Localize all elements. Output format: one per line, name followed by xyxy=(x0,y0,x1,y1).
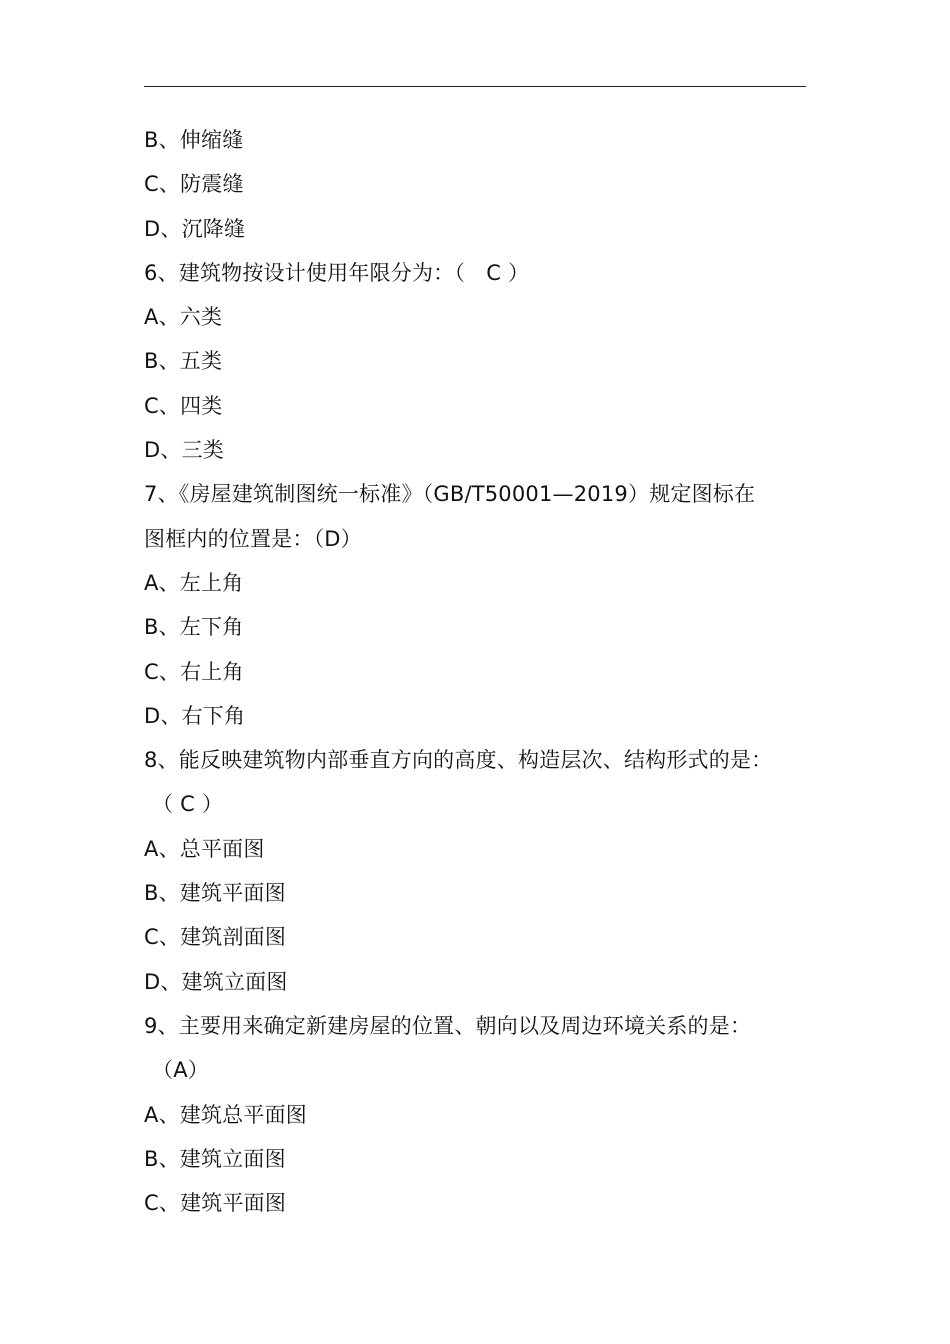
question-7: 7、《房屋建筑制图统一标准》（GB/T50001—2019）规定图标在 xyxy=(144,482,756,507)
option-line: B、伸缩缝 xyxy=(144,128,244,152)
option-line: D、沉降缝 xyxy=(144,216,246,241)
question-6: 6、建筑物按设计使用年限分为：（ C ） xyxy=(144,260,530,285)
header-rule xyxy=(144,86,806,87)
option-line: B、建筑平面图 xyxy=(144,881,286,906)
option-line: C、四类 xyxy=(144,393,223,418)
option-line: C、建筑平面图 xyxy=(144,1191,287,1216)
option-line: C、建筑剖面图 xyxy=(144,925,287,950)
question-7-continued: 图框内的位置是：（D） xyxy=(144,526,362,551)
option-line: A、总平面图 xyxy=(144,836,265,861)
option-line: B、五类 xyxy=(144,349,223,374)
option-line: A、建筑总平面图 xyxy=(144,1102,307,1127)
question-8-answer: （ C ） xyxy=(152,792,224,817)
option-line: D、建筑立面图 xyxy=(144,969,288,994)
option-line: D、三类 xyxy=(144,438,224,463)
option-line: D、右下角 xyxy=(144,703,246,728)
question-9-answer: （A） xyxy=(152,1058,209,1083)
option-line: C、防震缝 xyxy=(144,172,244,197)
option-line: B、左下角 xyxy=(144,615,244,640)
question-8: 8、能反映建筑物内部垂直方向的高度、构造层次、结构形式的是： xyxy=(144,748,773,773)
question-9: 9、主要用来确定新建房屋的位置、朝向以及周边环境关系的是： xyxy=(144,1013,752,1038)
option-line: C、右上角 xyxy=(144,659,244,684)
option-line: B、建筑立面图 xyxy=(144,1146,286,1171)
question-content xyxy=(144,118,808,1225)
option-line: A、左上角 xyxy=(144,570,244,595)
option-line: A、六类 xyxy=(144,305,223,330)
